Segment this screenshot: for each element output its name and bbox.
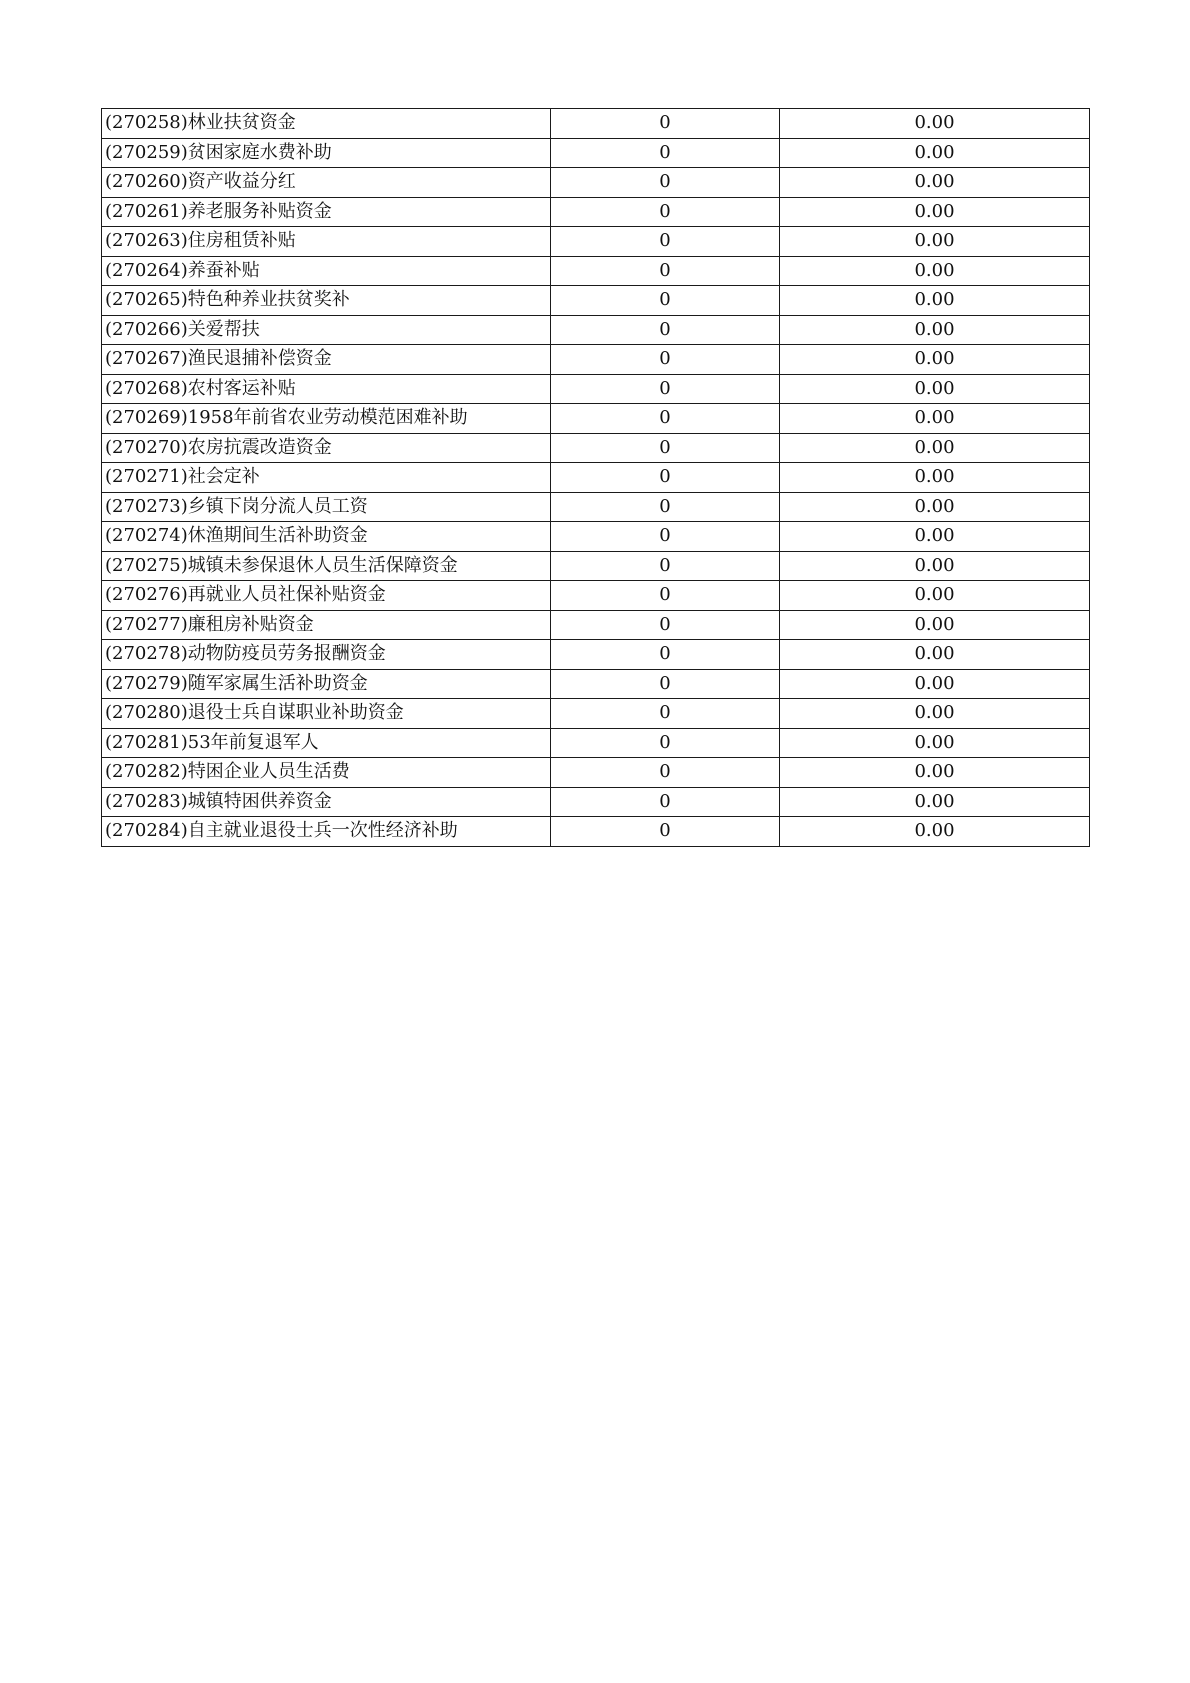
count-cell: 0 [551,610,780,640]
table-row [102,817,1090,847]
amount-cell: 0.00 [780,197,1090,227]
count-cell: 0 [551,522,780,552]
count-cell: 0 [551,315,780,345]
table-row [102,669,1090,699]
amount-cell: 0.00 [780,610,1090,640]
amount-cell: 0.00 [780,817,1090,847]
item-name-cell: (270271)社会定补 [102,463,551,493]
count-cell: 0 [551,197,780,227]
item-name-cell: (270261)养老服务补贴资金 [102,197,551,227]
table-row [102,138,1090,168]
count-cell: 0 [551,345,780,375]
count-cell: 0 [551,374,780,404]
table-row [102,227,1090,257]
count-cell: 0 [551,817,780,847]
item-name-cell: (270274)休渔期间生活补助资金 [102,522,551,552]
amount-cell: 0.00 [780,758,1090,788]
item-name-cell: (270280)退役士兵自谋职业补助资金 [102,699,551,729]
amount-cell: 0.00 [780,640,1090,670]
item-name-cell: (270275)城镇未参保退休人员生活保障资金 [102,551,551,581]
count-cell: 0 [551,463,780,493]
table-row [102,610,1090,640]
table-row [102,581,1090,611]
amount-cell: 0.00 [780,551,1090,581]
item-name-cell: (270264)养蚕补贴 [102,256,551,286]
table-row [102,728,1090,758]
table-row [102,551,1090,581]
amount-cell: 0.00 [780,345,1090,375]
amount-cell: 0.00 [780,699,1090,729]
item-name-cell: (270269)1958年前省农业劳动模范困难补助 [102,404,551,434]
count-cell: 0 [551,138,780,168]
count-cell: 0 [551,227,780,257]
amount-cell: 0.00 [780,463,1090,493]
item-name-cell: (270284)自主就业退役士兵一次性经济补助 [102,817,551,847]
item-name-cell: (270279)随军家属生活补助资金 [102,669,551,699]
amount-cell: 0.00 [780,286,1090,316]
item-name-cell: (270277)廉租房补贴资金 [102,610,551,640]
table-row [102,758,1090,788]
count-cell: 0 [551,699,780,729]
amount-cell: 0.00 [780,433,1090,463]
item-name-cell: (270273)乡镇下岗分流人员工资 [102,492,551,522]
count-cell: 0 [551,433,780,463]
table-row [102,197,1090,227]
table-row [102,374,1090,404]
table-row [102,492,1090,522]
item-name-cell: (270278)动物防疫员劳务报酬资金 [102,640,551,670]
count-cell: 0 [551,286,780,316]
table-row [102,286,1090,316]
table-row [102,433,1090,463]
item-name-cell: (270263)住房租赁补贴 [102,227,551,257]
amount-cell: 0.00 [780,256,1090,286]
table-row [102,699,1090,729]
table-body [102,109,1090,847]
amount-cell: 0.00 [780,492,1090,522]
count-cell: 0 [551,404,780,434]
item-name-cell: (270281)53年前复退军人 [102,728,551,758]
amount-cell: 0.00 [780,374,1090,404]
item-name-cell: (270276)再就业人员社保补贴资金 [102,581,551,611]
amount-cell: 0.00 [780,522,1090,552]
amount-cell: 0.00 [780,227,1090,257]
table-row [102,345,1090,375]
item-name-cell: (270267)渔民退捕补偿资金 [102,345,551,375]
amount-cell: 0.00 [780,669,1090,699]
table-row [102,256,1090,286]
count-cell: 0 [551,551,780,581]
item-name-cell: (270259)贫困家庭水费补助 [102,138,551,168]
item-name-cell: (270260)资产收益分红 [102,168,551,198]
count-cell: 0 [551,256,780,286]
amount-cell: 0.00 [780,315,1090,345]
table-row [102,109,1090,139]
count-cell: 0 [551,168,780,198]
count-cell: 0 [551,581,780,611]
count-cell: 0 [551,669,780,699]
table-row [102,522,1090,552]
amount-cell: 0.00 [780,109,1090,139]
count-cell: 0 [551,109,780,139]
count-cell: 0 [551,640,780,670]
item-name-cell: (270265)特色种养业扶贫奖补 [102,286,551,316]
count-cell: 0 [551,492,780,522]
subsidy-table [101,108,1090,847]
item-name-cell: (270258)林业扶贫资金 [102,109,551,139]
amount-cell: 0.00 [780,787,1090,817]
table-row [102,787,1090,817]
table-row [102,640,1090,670]
item-name-cell: (270268)农村客运补贴 [102,374,551,404]
item-name-cell: (270266)关爱帮扶 [102,315,551,345]
table-row [102,463,1090,493]
count-cell: 0 [551,728,780,758]
item-name-cell: (270282)特困企业人员生活费 [102,758,551,788]
table-row [102,404,1090,434]
item-name-cell: (270283)城镇特困供养资金 [102,787,551,817]
count-cell: 0 [551,758,780,788]
table-row [102,315,1090,345]
amount-cell: 0.00 [780,728,1090,758]
amount-cell: 0.00 [780,168,1090,198]
item-name-cell: (270270)农房抗震改造资金 [102,433,551,463]
table-row [102,168,1090,198]
amount-cell: 0.00 [780,581,1090,611]
amount-cell: 0.00 [780,404,1090,434]
amount-cell: 0.00 [780,138,1090,168]
count-cell: 0 [551,787,780,817]
